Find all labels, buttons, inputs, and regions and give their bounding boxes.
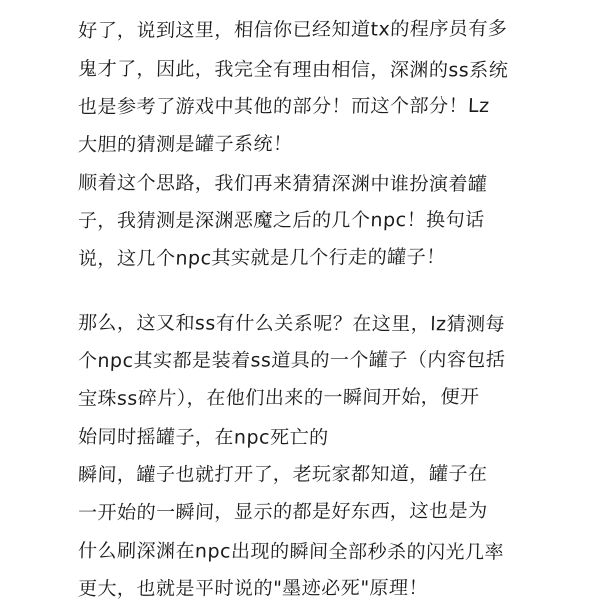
text-line: 那么，这又和ss有什么关系呢？在这里，lz猜测每	[77, 312, 506, 336]
paragraph-spacer	[78, 278, 570, 304]
text-line: 顺着这个思路，我们再来猜猜深渊中谁扮演着罐	[77, 172, 488, 196]
text-line: 始同时摇罐子，在npc死亡的	[77, 426, 329, 449]
text-line: 说，这几个npc其实就是几个行走的罐子！	[77, 246, 447, 270]
text-line: 子，我猜测是深渊恶魔之后的几个npc！换句话	[77, 208, 486, 232]
text-line: 宝珠ss碎片），在他们出来的一瞬间开始，便开	[77, 385, 480, 410]
text-line: 什么刷深渊在npc出现的瞬间全部秒杀的闪光几率	[77, 540, 505, 564]
text-line: 瞬间，罐子也就打开了，老玩家都知道，罐子在	[77, 462, 489, 486]
text-line: 也是参考了游戏中其他的部分！而这个部分！Lz	[77, 94, 491, 118]
paragraph-2	[78, 304, 570, 608]
text-line: 鬼才了，因此，我完全有理由相信，深渊的ss系统	[77, 58, 509, 82]
text-line: 好了，说到这里，相信你已经知道tx的程序员有多	[77, 17, 508, 42]
text-line: 一开始的一瞬间，显示的都是好东西，这也是为	[77, 499, 489, 524]
text-line: 个npc其实都是装着ss道具的一个罐子（内容包括	[77, 348, 506, 372]
paragraph-1	[78, 12, 570, 278]
text-line: 更大，也就是平时说的"墨迹必死"原理！	[77, 577, 429, 600]
text-line: 大胆的猜测是罐子系统！	[77, 132, 294, 156]
